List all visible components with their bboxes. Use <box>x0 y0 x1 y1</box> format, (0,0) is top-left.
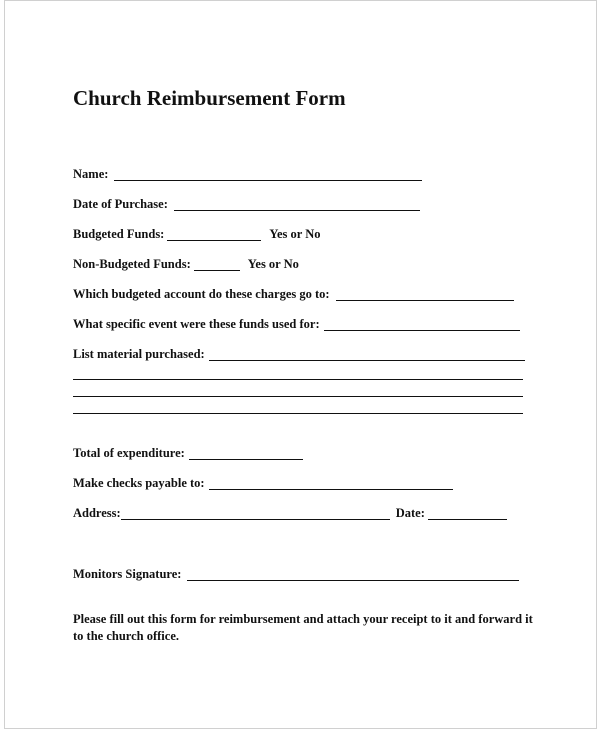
name-label: Name: <box>73 167 109 181</box>
non-budgeted-yes-no-label[interactable]: Yes or No <box>247 257 299 271</box>
material-line-2[interactable] <box>73 379 523 380</box>
budgeted-account-label: Which budgeted account do these charges go to: <box>73 287 330 301</box>
material-purchased-row <box>73 346 525 362</box>
instructions-note: Please fill out this form for reimbursement and attach your receipt to it and forward it to the church office. <box>73 612 533 643</box>
date-of-purchase-field[interactable] <box>174 199 420 211</box>
budgeted-funds-row <box>73 226 321 242</box>
budgeted-account-row <box>73 286 514 302</box>
total-expenditure-row <box>73 445 303 461</box>
budgeted-yes-no-label[interactable]: Yes or No <box>269 227 321 241</box>
material-purchased-label: List material purchased: <box>73 347 205 361</box>
name-field[interactable] <box>114 169 422 181</box>
form-title: Church Reimbursement Form <box>73 86 346 110</box>
monitors-signature-row <box>73 566 519 582</box>
material-line-3[interactable] <box>73 396 523 397</box>
budgeted-funds-label: Budgeted Funds: <box>73 227 165 241</box>
specific-event-label: What specific event were these funds used for: <box>73 317 320 331</box>
non-budgeted-funds-field[interactable] <box>194 259 240 271</box>
budgeted-funds-field[interactable] <box>167 229 261 241</box>
date-field[interactable] <box>428 508 507 520</box>
name-row <box>73 166 422 182</box>
total-expenditure-label: Total of expenditure: <box>73 446 185 460</box>
date-label: Date: <box>395 506 425 520</box>
date-of-purchase-label: Date of Purchase: <box>73 197 168 211</box>
material-purchased-field[interactable] <box>209 349 525 361</box>
payable-to-row <box>73 475 453 491</box>
non-budgeted-funds-row <box>73 256 299 272</box>
budgeted-account-field[interactable] <box>336 289 514 301</box>
payable-to-label: Make checks payable to: <box>73 476 205 490</box>
payable-to-field[interactable] <box>209 478 453 490</box>
total-expenditure-field[interactable] <box>189 448 303 460</box>
date-of-purchase-row <box>73 196 420 212</box>
material-line-4[interactable] <box>73 413 523 414</box>
specific-event-row <box>73 316 520 332</box>
address-row <box>73 505 507 521</box>
monitors-signature-field[interactable] <box>187 569 519 581</box>
address-field[interactable] <box>121 508 390 520</box>
monitors-signature-label: Monitors Signature: <box>73 567 182 581</box>
address-label: Address: <box>73 506 121 520</box>
specific-event-field[interactable] <box>324 319 520 331</box>
non-budgeted-funds-label: Non-Budgeted Funds: <box>73 257 191 271</box>
